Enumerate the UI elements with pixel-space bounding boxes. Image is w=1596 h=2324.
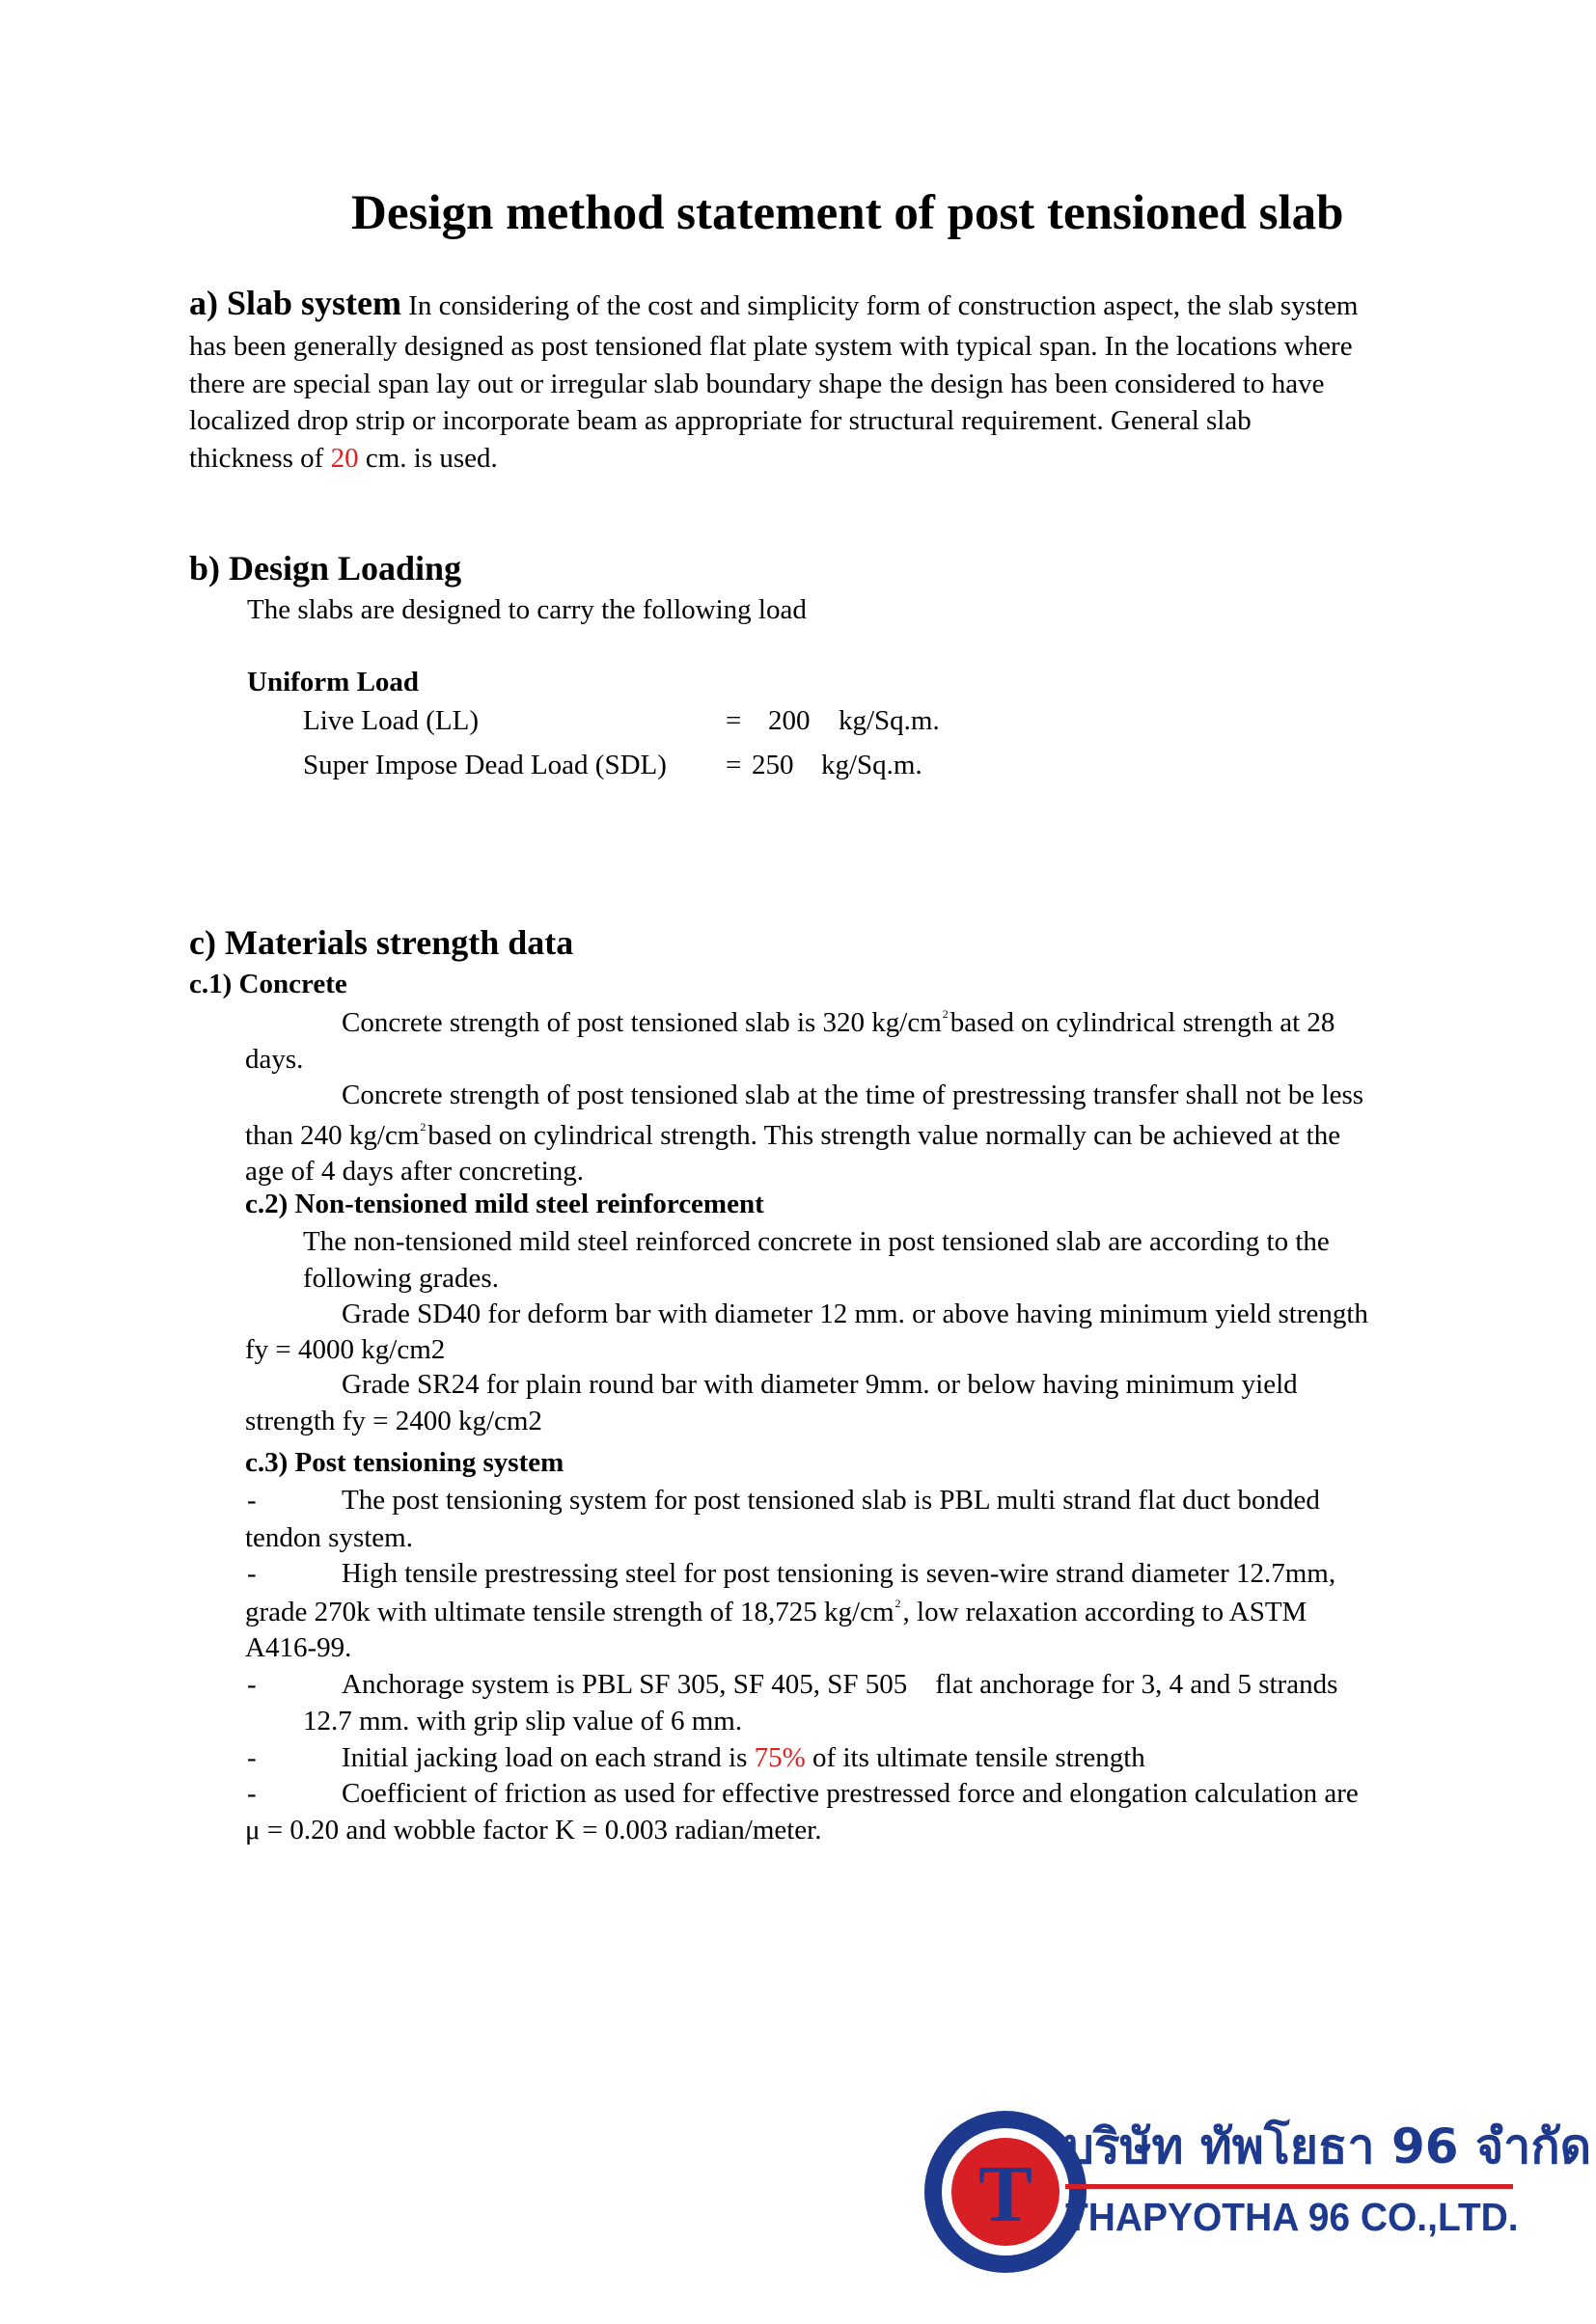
c1-p1-line2: days.	[245, 1044, 304, 1075]
c1-p2-line3: age of 4 days after concreting.	[245, 1156, 585, 1187]
jacking-load-percent: 75%	[754, 1742, 806, 1773]
load-value-ll: 200	[768, 705, 811, 736]
c2-p2-line2: fy = 4000 kg/cm2	[245, 1334, 446, 1365]
section-a-line3: there are special span lay out or irregular slab boundary shape the design has been considered to have	[189, 369, 1325, 399]
bullet-dash: -	[247, 1742, 257, 1773]
section-b-intro: The slabs are designed to carry the following load	[247, 594, 807, 625]
c3-b2-line3: A416-99.	[245, 1632, 352, 1663]
c1-heading: c.1) Concrete	[189, 969, 347, 999]
thickness-prefix: thickness of	[189, 443, 324, 474]
c2-p3-line2: strength fy = 2400 kg/cm2	[245, 1406, 542, 1436]
bullet-dash: -	[247, 1669, 257, 1700]
logo-divider	[1065, 2184, 1513, 2189]
company-name-english: THAPYOTHA 96 CO.,LTD.	[1065, 2195, 1519, 2239]
section-a-heading: a) Slab system	[189, 284, 402, 322]
c2-p1-line1: The non-tensioned mild steel reinforced concrete in post tensioned slab are according to the	[303, 1226, 1330, 1257]
load-name-ll: Live Load (LL)	[303, 705, 479, 736]
load-eq-sdl: =	[726, 750, 742, 780]
load-unit-ll: kg/Sq.m.	[839, 705, 940, 736]
load-eq-ll: =	[726, 705, 742, 736]
slab-thickness-value: 20	[330, 443, 359, 474]
load-unit-sdl: kg/Sq.m.	[821, 750, 922, 780]
c3-b3-line1: Anchorage system is PBL SF 305, SF 405, SF 505 flat anchorage for 3, 4 and 5 strands	[342, 1669, 1338, 1700]
c3-b1-line1: The post tensioning system for post tensioned slab is PBL multi strand flat duct bonded	[342, 1485, 1320, 1516]
c2-p3-line1: Grade SR24 for plain round bar with diameter 9mm. or below having minimum yield	[342, 1369, 1298, 1400]
section-b-heading: b) Design Loading	[189, 549, 462, 588]
section-a-line4: localized drop strip or incorporate beam as appropriate for structural requirement. General slab	[189, 405, 1252, 436]
section-a-line5	[189, 440, 498, 477]
section-a-line1	[189, 285, 1358, 324]
c1-p1-line1: Concrete strength of post tensioned slab is 320 $kg/cm^2based$ on cylindrical strength at 28	[342, 1007, 1335, 1038]
c2-p2-line1: Grade SD40 for deform bar with diameter 12 mm. or above having minimum yield strength	[342, 1299, 1368, 1329]
c3-b2-line2: grade 270k with ultimate tensile strength of 18,725 $kg/cm^2$, low relaxation according to ASTM	[245, 1597, 1307, 1627]
c1-p2-line2: than 240 $kg/cm^2based$ on cylindrical strength. This strength value normally can be achieved at the	[245, 1120, 1341, 1151]
company-name-thai: บริษัท ทัพโยธา 96 จำกัด	[1063, 2119, 1592, 2174]
section-a-line2: has been generally designed as post tensioned flat plate system with typical span. In the locations where	[189, 331, 1353, 362]
section-c-heading: c) Materials strength data	[189, 923, 574, 962]
c3-b3-line2: 12.7 mm. with grip slip value of 6 mm.	[303, 1706, 743, 1736]
bullet-dash: -	[247, 1558, 257, 1589]
c3-b5-line1: Coefficient of friction as used for effective prestressed force and elongation calculation are	[342, 1778, 1359, 1809]
logo-letter: T	[977, 2149, 1033, 2239]
bullet-dash: -	[247, 1778, 257, 1809]
uniform-load-label: Uniform Load	[247, 667, 420, 697]
c1-p2-line1: Concrete strength of post tensioned slab at the time of prestressing transfer shall not be less	[342, 1080, 1364, 1110]
load-name-sdl: Super Impose Dead Load (SDL)	[303, 750, 667, 780]
superscript-2: 2	[894, 1597, 901, 1610]
load-value-sdl: 250	[752, 750, 794, 780]
page-title: Design method statement of post tensioned slab	[351, 186, 1344, 240]
c3-b2-line1: High tensile prestressing steel for post tensioning is seven-wire strand diameter 12.7mm,	[342, 1558, 1336, 1589]
superscript-2: 2	[942, 1007, 949, 1021]
c2-p1-line2: following grades.	[303, 1263, 499, 1294]
c3-b4-line: Initial jacking load on each strand is 75% of its ultimate tensile strength	[342, 1742, 1145, 1773]
c3-heading: c.3) Post tensioning system	[245, 1447, 564, 1478]
c2-heading: c.2) Non-tensioned mild steel reinforcement	[245, 1189, 764, 1219]
c3-b5-line2: μ = 0.20 and wobble factor K = 0.003 radian/meter.	[245, 1815, 822, 1846]
section-a-text-1: In considering of the cost and simplicity form of construction aspect, the slab system	[408, 290, 1359, 321]
thickness-suffix: cm. is used.	[365, 443, 498, 474]
superscript-2: 2	[420, 1120, 427, 1134]
bullet-dash: -	[247, 1485, 257, 1516]
c3-b1-line2: tendon system.	[245, 1522, 413, 1553]
